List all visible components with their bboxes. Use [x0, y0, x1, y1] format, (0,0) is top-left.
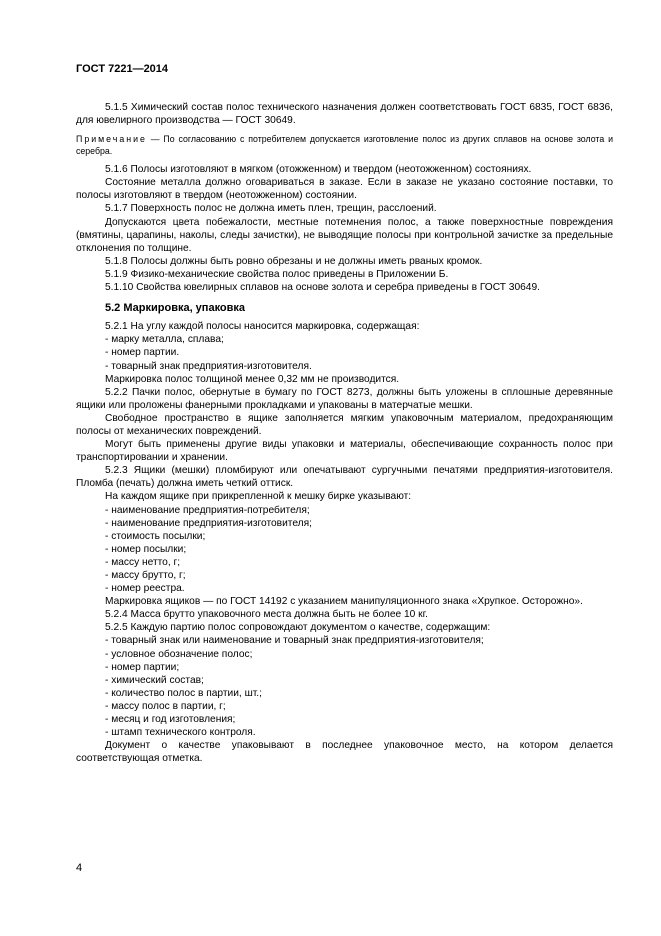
clause-5-2-2-text: Могут быть применены другие виды упаковки и материалы, обеспечивающие сохранность полос при транспортировании и хранении. — [76, 439, 613, 464]
list-item: - наименование предприятия-изготовителя; — [105, 517, 312, 529]
list-item: - товарный знак предприятия-изготовителя. — [105, 360, 312, 372]
clause-5-2-2: 5.2.2 Пачки полос, обернутые в бумагу по ГОСТ 8273, должны быть уложены в сплошные деревянные ящики или проложены фанерными прокладками и упакованы в матерчатые мешки. — [76, 386, 613, 411]
clause-5-2-3: 5.2.3 Ящики (мешки) пломбируют или опечатывают сургучными печатями предприятия-изготовителя. Пломба (печать) должна иметь четкий оттиск. — [76, 465, 613, 490]
clause-5-1-6: 5.1.6 Полосы изготовляют в мягком (отожженном) и твердом (неотожженном) состояниях. — [105, 164, 532, 176]
list-item: - массу нетто, г; — [105, 556, 181, 568]
list-item: - номер партии; — [105, 661, 180, 673]
section-heading: 5.2 Маркировка, упаковка — [105, 302, 246, 315]
clause-5-2-3-text: На каждом ящике при прикрепленной к мешку бирке указывают: — [105, 491, 412, 503]
document-body — [76, 101, 613, 765]
clause-5-2-5: 5.2.5 Каждую партию полос сопровождают документом о качестве, содержащим: — [105, 622, 491, 634]
list-item: - марку металла, сплава; — [105, 334, 224, 346]
clause-5-1-7-text: Допускаются цвета побежалости, местные потемнения полос, а также поверхностные повреждения (вмятины, царапины, наколы, следы зачистки), не выводящие полосы при контрольной зачистке за предельные отклонения по толщине. — [76, 216, 613, 254]
list-item: - месяц и год изготовления; — [105, 714, 236, 726]
clause-5-1-7: 5.1.7 Поверхность полос не должна иметь плен, трещин, расслоений. — [105, 203, 437, 215]
clause-5-2-2-text: Свободное пространство в ящике заполняется мягким упаковочным материалом, предохраняющим полосы от механических повреждений. — [76, 412, 613, 437]
list-item: - номер реестра. — [105, 583, 185, 595]
clause-5-2-3-text: Маркировка ящиков — по ГОСТ 14192 с указанием манипуляционного знака «Хрупкое. Осторожно». — [105, 596, 583, 608]
clause-5-1-10: 5.1.10 Свойства ювелирных сплавов на основе золота и серебра приведены в ГОСТ 30649. — [105, 282, 540, 294]
list-item: - товарный знак или наименование и товарный знак предприятия-изготовителя; — [105, 635, 484, 647]
clause-5-1-5: 5.1.5 Химический состав полос технического назначения должен соответствовать ГОСТ 6835, ГОСТ 6836, для ювелирного производства — ГОСТ 30649. — [76, 102, 613, 127]
page-number: 4 — [76, 862, 83, 874]
clause-5-2-1: 5.2.1 На углу каждой полосы наносится маркировка, содержащая: — [105, 321, 420, 333]
list-item: - стоимость посылки; — [105, 530, 206, 542]
list-item: - условное обозначение полос; — [105, 648, 253, 660]
clause-5-2-1-text: Маркировка полос толщиной менее 0,32 мм не производится. — [105, 373, 400, 385]
document-header: ГОСТ 7221—2014 — [76, 63, 169, 75]
clause-5-2-4: 5.2.4 Масса брутто упаковочного места должна быть не более 10 кг. — [105, 609, 428, 621]
list-item: - номер партии. — [105, 347, 180, 359]
clause-5-1-6-text: Состояние металла должно оговариваться в заказе. Если в заказе не указано состояние поставки, то полосы изготовляют в твердом (неотожженном) состоянии. — [76, 177, 613, 202]
note — [76, 133, 613, 157]
list-item: - химический состав; — [105, 674, 204, 686]
note-label: Примечание — [76, 134, 147, 145]
note-text: — По согласованию с потребителем допускается изготовление полос из других сплавов на основе золота и серебра. — [76, 134, 613, 157]
clause-5-2-5-text: Документ о качестве упаковывают в последнее упаковочное место, на котором делается соответствующая отметка. — [76, 740, 613, 765]
list-item: - наименование предприятия-потребителя; — [105, 504, 310, 516]
list-item: - массу полос в партии, г; — [105, 700, 226, 712]
list-item: - штамп технического контроля. — [105, 727, 256, 739]
list-item: - количество полос в партии, шт.; — [105, 687, 262, 699]
clause-5-1-8: 5.1.8 Полосы должны быть ровно обрезаны и не должны иметь рваных кромок. — [105, 255, 483, 267]
list-item: - номер посылки; — [105, 543, 187, 555]
clause-5-1-9: 5.1.9 Физико-механические свойства полос приведены в Приложении Б. — [105, 268, 449, 280]
list-item: - массу брутто, г; — [105, 570, 186, 581]
